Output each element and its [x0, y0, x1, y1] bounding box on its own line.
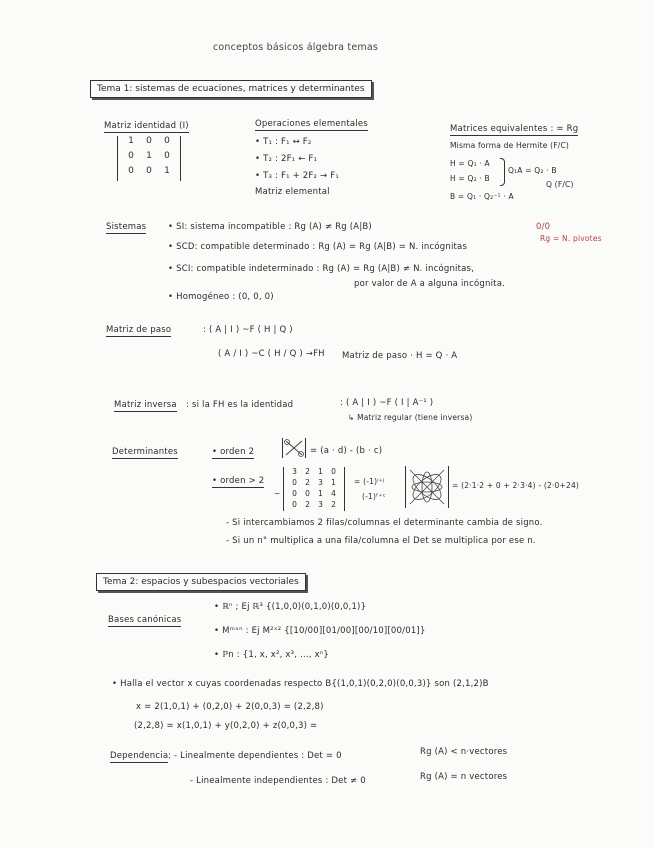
order2-diagram — [282, 438, 306, 458]
example-step: (2,2,8) = x(1,0,1) + y(0,2,0) + z(0,0,3) = — [134, 721, 318, 731]
tema1-title: Tema 1: sistemas de ecuaciones, matrices y determinantes — [97, 84, 365, 94]
matrix-cell: 2 — [331, 500, 336, 509]
matrix-cell: 0 — [146, 136, 152, 146]
orderN-symbol: ~ — [274, 489, 281, 498]
system-item: por valor de A a alguna incógnita. — [354, 279, 506, 289]
cross-diagram-icon — [283, 438, 305, 458]
inverse-line: : si la FH es la identidad — [186, 400, 294, 410]
determinant-matrix — [283, 467, 345, 511]
system-item: • SCI: compatible indeterminado : Rg (A) = Rg (A|B) ≠ N. incógnitas, — [168, 264, 475, 274]
systems-label: Sistemas — [106, 222, 147, 232]
transition-line: : ( A | I ) ~F ( H | Q ) — [203, 325, 293, 335]
equivalent-line: H = Q₂ · B — [450, 174, 490, 183]
matrix-cell: 0 — [292, 500, 297, 509]
dependence-item: - Linealmente independientes : Det ≠ 0 — [190, 776, 366, 786]
transition-line: ( A / I ) ~C ( H / Q ) →FH — [218, 349, 325, 359]
matrix-cell: 1 — [128, 136, 134, 146]
matrix-cell: 0 — [128, 166, 134, 176]
side-note: Rg = N. pivotes — [540, 234, 602, 243]
basis-item: • ℝⁿ ; Ej ℝ³ {(1,0,0)(0,1,0)(0,0,1)} — [214, 602, 367, 612]
identity-matrix-label: Matriz identidad (I) — [104, 121, 189, 131]
order2-formula: = (a · d) - (b · c) — [310, 446, 383, 456]
elementary-operations-label: Operaciones elementales — [255, 119, 368, 129]
inverse-line: : ( A | I ) ~F ( I | A⁻¹ ) — [340, 398, 434, 408]
operation-item: • T₁ : F₁ ↔ F₂ — [255, 137, 312, 147]
matrix-cell: 3 — [318, 500, 323, 509]
determinant-note: - Si un n° multiplica a una fila/columna el Det se multiplica por ese n. — [226, 536, 536, 546]
equivalent-line: H = Q₁ · A — [450, 159, 490, 168]
matrix-cell: 1 — [146, 151, 152, 161]
matrix-cell: 1 — [318, 467, 323, 476]
matrix-cell: 3 — [292, 467, 297, 476]
equivalent-line: B = Q₁ · Q₂⁻¹ · A — [450, 192, 514, 201]
sarrus-rule-icon — [406, 466, 448, 508]
determinants-label: Determinantes — [112, 447, 178, 457]
identity-matrix — [117, 136, 181, 181]
matrix-cell: 0 — [292, 478, 297, 487]
sign-rule: = (-1)ⁱ⁺ʲ — [354, 477, 385, 486]
matrix-cell: 0 — [292, 489, 297, 498]
orderN-label: • orden > 2 — [212, 476, 265, 486]
operation-item: • T₂ : 2F₁ ← F₁ — [255, 154, 318, 164]
transition-matrix-label: Matriz de paso — [106, 325, 172, 335]
equivalent-line: Q (F/C) — [546, 180, 574, 189]
matrix-cell: 0 — [128, 151, 134, 161]
determinant-note: - Si intercambiamos 2 filas/columnas el determinante cambia de signo. — [226, 518, 543, 528]
equivalent-brace — [500, 158, 505, 186]
order2-label: • orden 2 — [212, 447, 255, 457]
equivalent-matrices-label: Matrices equivalentes : = Rg — [450, 124, 579, 134]
equivalent-line: Misma forma de Hermite (F/C) — [450, 141, 570, 150]
sign-rule: (-1)ᶠ⁺ᶜ — [362, 492, 386, 501]
dependence-rank: Rg (A) = n vectores — [420, 772, 508, 782]
matrix-cell: 4 — [331, 489, 336, 498]
tema2-title-box — [96, 573, 306, 591]
determinant-expansion: = (2·1·2 + 0 + 2·3·4) - (2·0+24) — [452, 481, 580, 490]
operation-item: • T₃ : F₁ + 2F₂ → F₁ — [255, 171, 339, 181]
inverse-line: ↳ Matriz regular (tiene inversa) — [348, 413, 473, 422]
basis-item: • ℙn : {1, x, x², x³, ..., xⁿ} — [214, 650, 330, 660]
matrix-cell: 1 — [318, 489, 323, 498]
system-item: • SI: sistema incompatible : Rg (A) ≠ Rg (A|B) — [168, 222, 372, 232]
sarrus-diagram — [405, 466, 449, 508]
matrix-cell: 0 — [164, 151, 170, 161]
example-step: x = 2(1,0,1) + (0,2,0) + 2(0,0,3) = (2,2,8) — [136, 702, 324, 712]
matrix-cell: 1 — [164, 166, 170, 176]
dependence-item: : - Linealmente dependientes : Det = 0 — [168, 751, 342, 761]
matrix-cell: 0 — [331, 467, 336, 476]
matrix-cell: 1 — [331, 478, 336, 487]
side-note: 0/0 — [536, 222, 551, 232]
matrix-cell: 2 — [305, 467, 310, 476]
equivalent-line: Q₁A = Q₂ · B — [508, 166, 557, 175]
matrix-cell: 3 — [318, 478, 323, 487]
system-item: • SCD: compatible determinado : Rg (A) = Rg (A|B) = N. incógnitas — [168, 242, 468, 252]
example-statement: • Halla el vector x cuyas coordenadas respecto B{(1,0,1)(0,2,0)(0,0,3)} son (2,1,2)B — [112, 679, 489, 689]
transition-line: Matriz de paso · H = Q · A — [342, 351, 458, 361]
system-item: • Homogéneo : (0, 0, 0) — [168, 292, 274, 302]
inverse-matrix-label: Matriz inversa — [114, 400, 177, 410]
page-title: conceptos básicos álgebra temas — [213, 42, 379, 53]
dependence-label: Dependencia — [110, 751, 169, 761]
elementary-matrix-note: Matriz elemental — [255, 187, 330, 197]
basis-item: • Mᵐˣⁿ : Ej M²ˣ² {[10/00][01/00][00/10][00/01]} — [214, 626, 426, 636]
tema2-title: Tema 2: espacios y subespacios vectoriales — [103, 577, 299, 587]
tema1-title-box — [90, 80, 372, 98]
matrix-cell: 2 — [305, 500, 310, 509]
matrix-cell: 0 — [305, 489, 310, 498]
dependence-rank: Rg (A) < n·vectores — [420, 747, 508, 757]
matrix-cell: 2 — [305, 478, 310, 487]
matrix-cell: 0 — [164, 136, 170, 146]
matrix-cell: 0 — [146, 166, 152, 176]
canonical-bases-label: Bases canónicas — [108, 615, 182, 625]
